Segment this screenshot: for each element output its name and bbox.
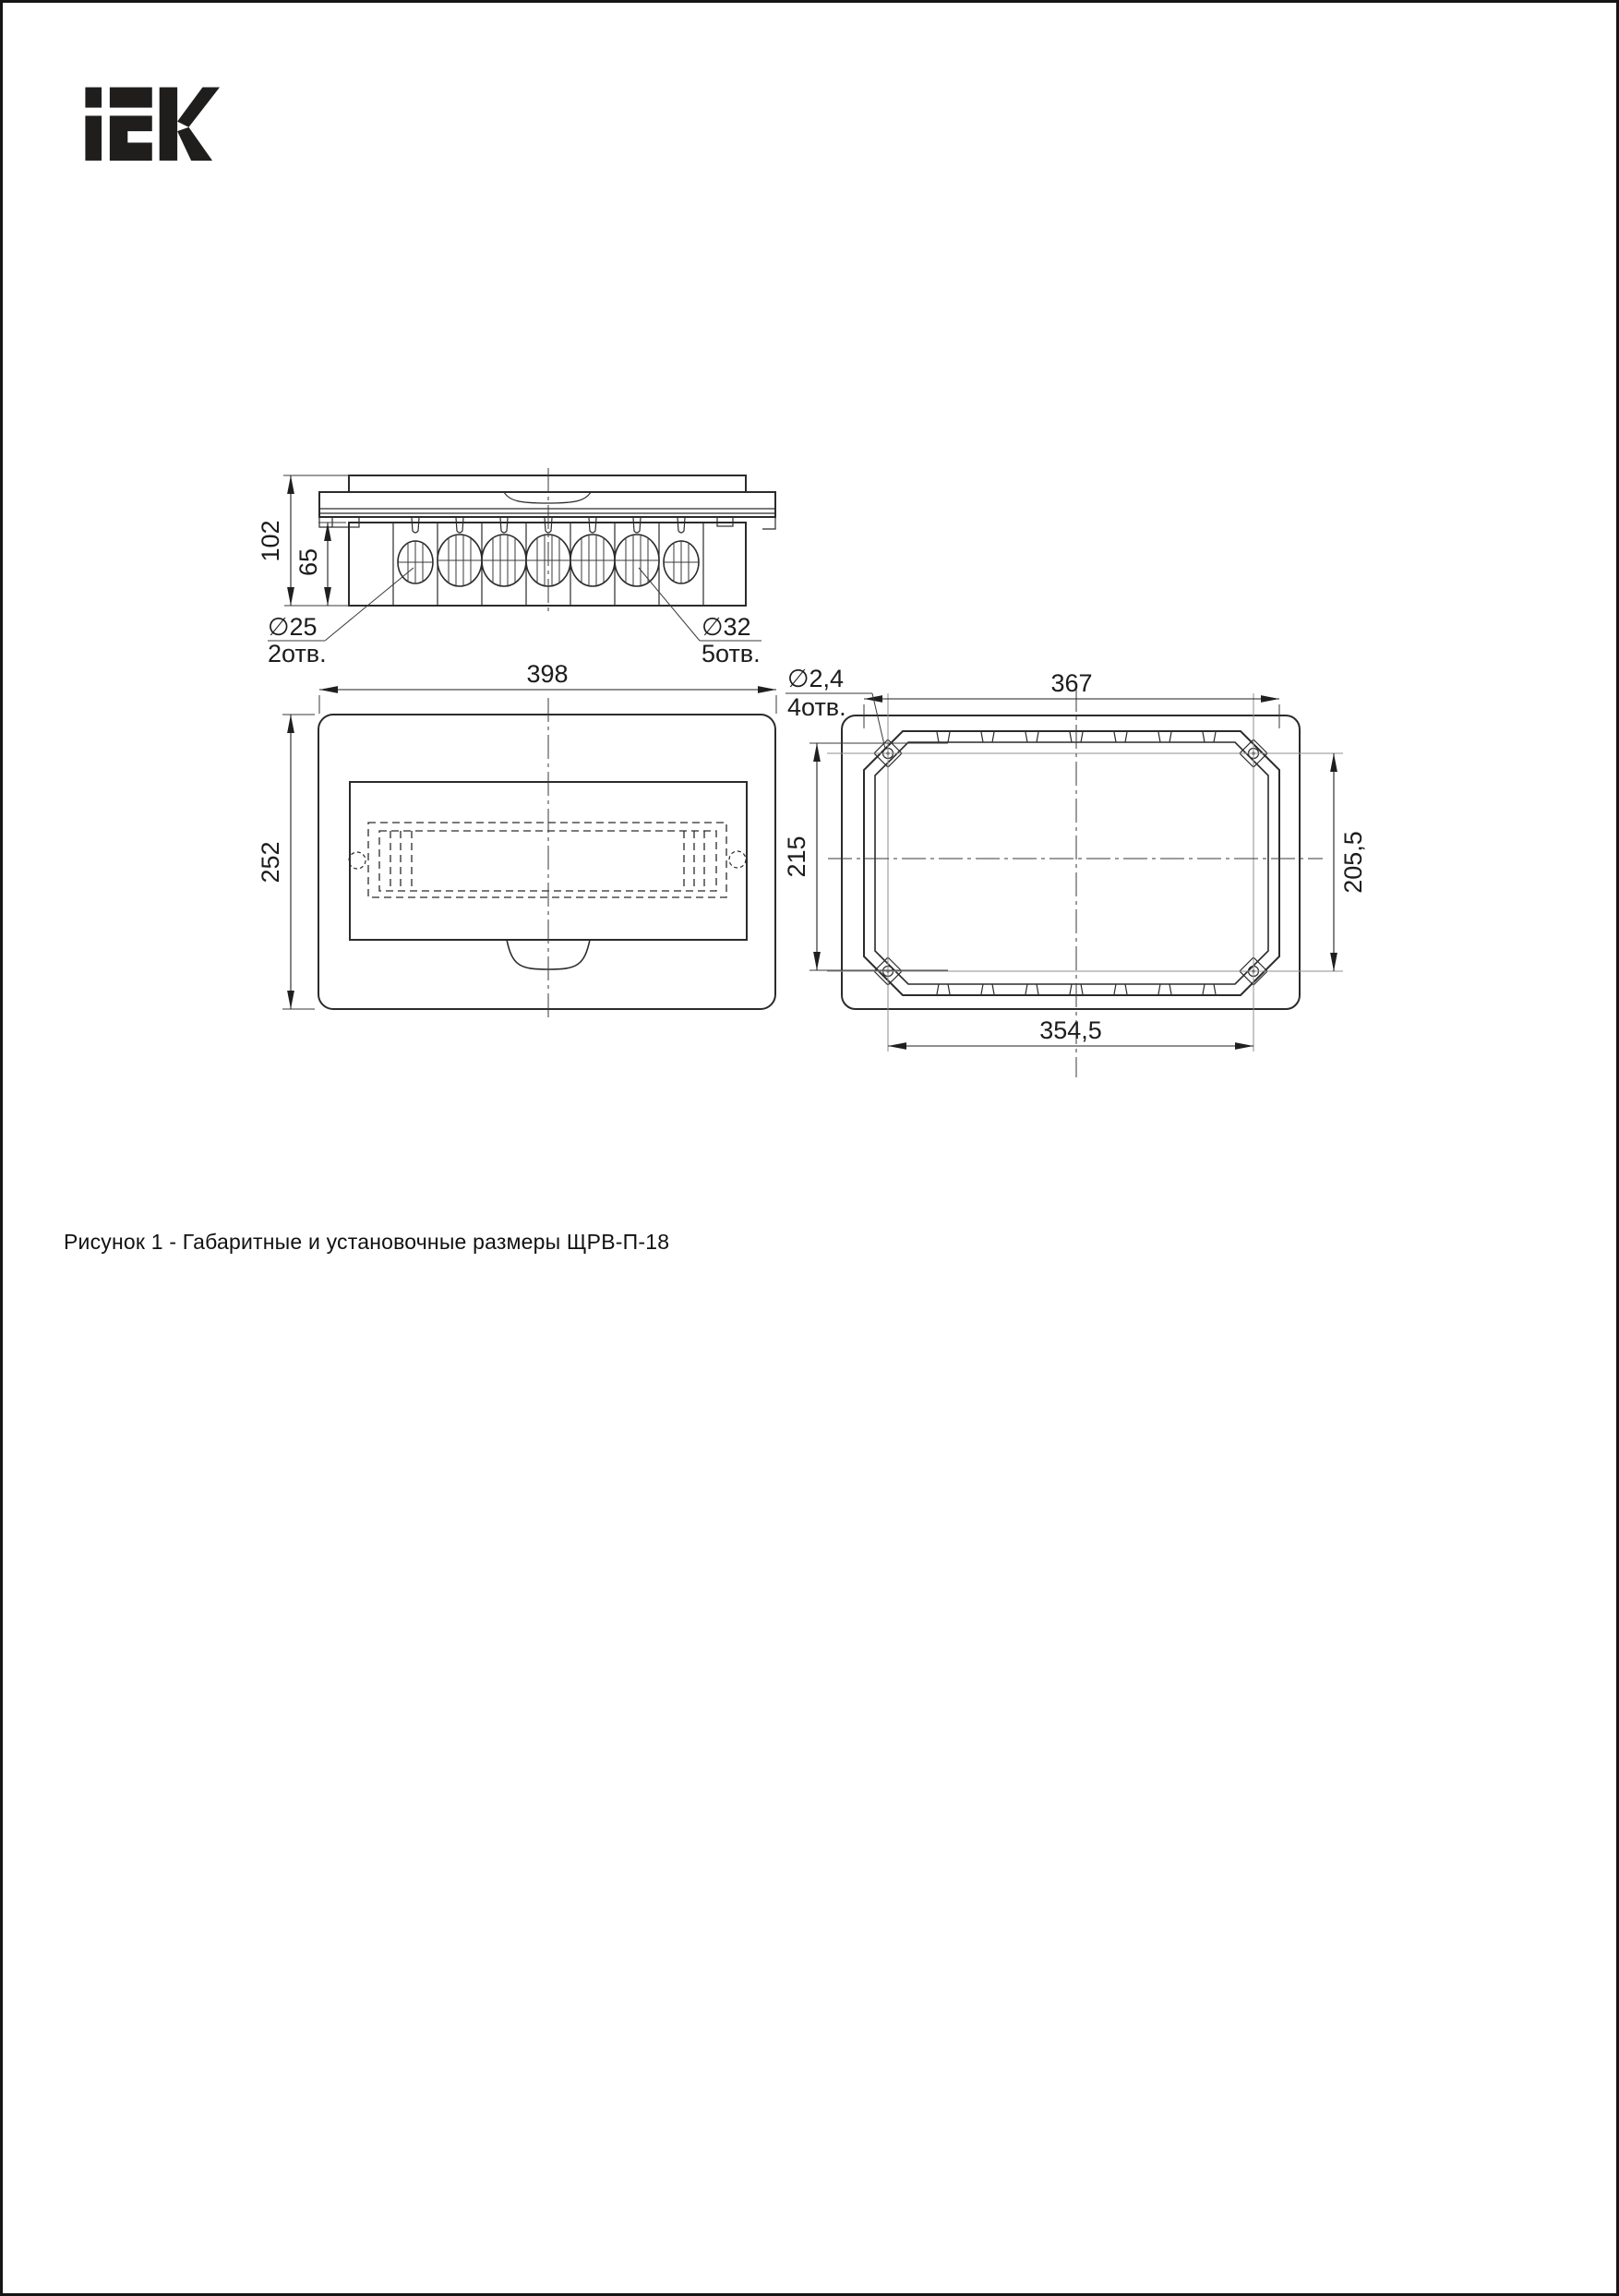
label-large-hole-dia: ∅32 [702,613,751,641]
dim-rear-width: 367 [1050,669,1093,697]
front-din-area [368,823,726,897]
rear-outer-outline [842,715,1300,1009]
front-screw-left [349,852,366,869]
callout-mount-holes [786,665,885,749]
callout-large-holes [639,568,762,667]
rear-recess-outer [864,731,1279,995]
dim-rear-height: 215 [783,835,810,878]
label-small-hole-dia: ∅25 [268,613,318,641]
label-mount-hole-dia: ∅2,4 [787,665,845,692]
side-handle-recess [504,492,591,503]
figure-caption: Рисунок 1 - Габаритные и установочные размеры ЩРВ-П-18 [64,1230,670,1254]
side-view-drawing [257,468,775,667]
side-cover-outline [349,475,746,492]
dim-hole-spacing-horizontal: 354,5 [1039,1016,1102,1044]
label-mount-hole-count: 4отв. [787,693,846,721]
front-view-drawing [257,660,776,1022]
dim-side-body-height: 65 [294,547,322,577]
label-large-hole-count: 5отв. [702,640,761,667]
figure-drawing [3,3,1619,1295]
callout-small-holes [268,568,414,667]
dim-front-width: 398 [526,660,569,688]
label-small-hole-count: 2отв. [268,640,327,667]
dim-side-total-height: 102 [257,520,284,562]
front-screw-right [729,851,746,868]
dim-hole-spacing-vertical: 205,5 [1339,831,1367,894]
front-outer-outline [318,715,775,1009]
rear-view-drawing [783,665,1367,1077]
rear-recess-inner [875,742,1268,984]
dim-front-height: 252 [257,841,284,884]
